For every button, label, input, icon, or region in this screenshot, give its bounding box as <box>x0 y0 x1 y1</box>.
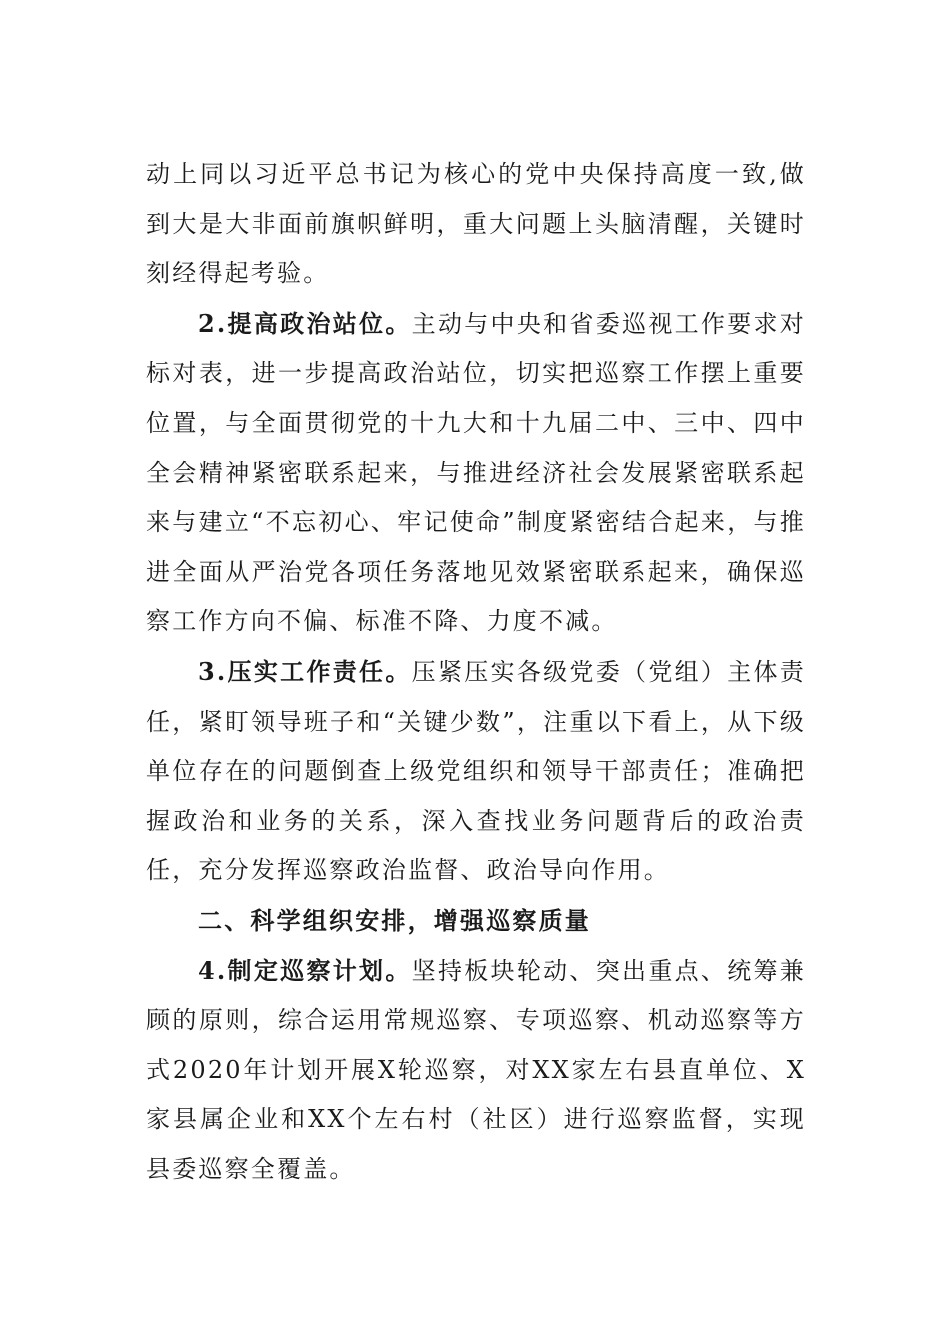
paragraph-responsibility <box>146 647 806 896</box>
paragraph-lead: 2.提高政治站位。 <box>198 308 412 338</box>
paragraph-lead: 4.制定巡察计划。 <box>198 955 412 985</box>
paragraph-text: 主动与中央和省委巡视工作要求对标对表，进一步提高政治站位，切实把巡察工作摆上重要位置，与全面贯彻党的十九大和十九届二中、三中、四中全会精神紧密联系起来，与推进经济社会发展紧密联系起来与建立“不忘初心、牢记使命”制度紧密结合起来，与推进全面从严治党各项任务落地见效紧密联系起来，确保巡察工作方向不偏、标准不降、力度不减。 <box>146 309 807 636</box>
paragraph-inspection-plan <box>146 946 806 1195</box>
paragraph-lead: 3.压实工作责任。 <box>198 656 412 686</box>
document-page <box>146 150 806 1194</box>
section-heading: 二、科学组织安排，增强巡察质量 <box>198 905 591 935</box>
paragraph-political-standing <box>146 299 806 647</box>
paragraph-continuation <box>146 150 806 299</box>
paragraph-text: 动上同以习近平总书记为核心的党中央保持高度一致,做到大是大非面前旗帜鲜明，重大问题上头脑清醒，关键时刻经得起考验。 <box>146 160 806 288</box>
paragraph-text: 坚持板块轮动、突出重点、统筹兼顾的原则，综合运用常规巡察、专项巡察、机动巡察等方式2020年计划开展X轮巡察，对XX家左右县直单位、X家县属企业和XX个左右村（社区）进行巡察监督，实现县委巡察全覆盖。 <box>146 956 807 1183</box>
paragraph-text: 压紧压实各级党委（党组）主体责任，紧盯领导班子和“关键少数”，注重以下看上，从下级单位存在的问题倒查上级党组织和领导干部责任；准确把握政治和业务的关系，深入查找业务问题背后的政治责任，充分发挥巡察政治监督、政治导向作用。 <box>146 657 807 885</box>
